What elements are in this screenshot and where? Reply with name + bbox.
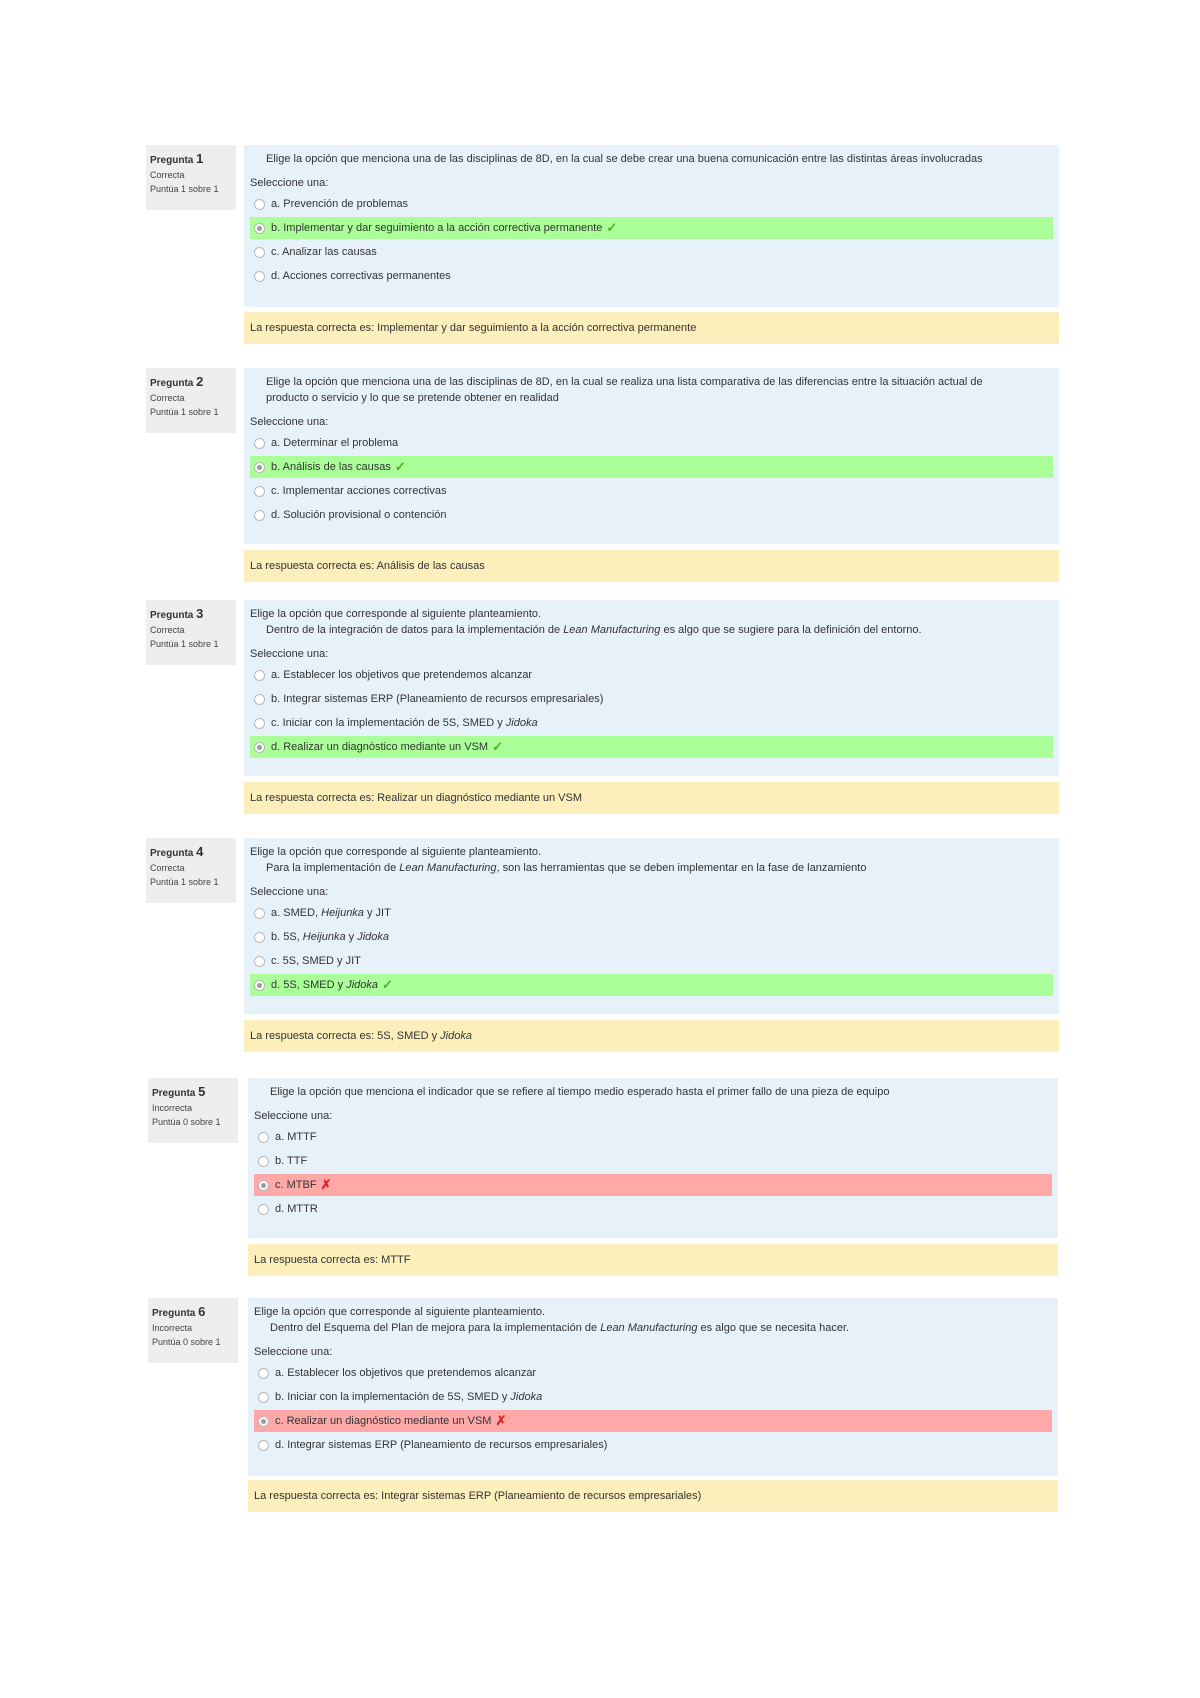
radio-button[interactable]: [258, 1156, 269, 1167]
answer-option-label: a. Determinar el problema: [271, 437, 399, 449]
radio-button[interactable]: [254, 694, 265, 705]
question-text: Elige la opción que corresponde al siguiente planteamiento. Dentro de la integración de datos para la implementación de Lean Manufacturing es algo que se sugiere para la definición del entorno.: [250, 606, 1053, 638]
question-info: [146, 368, 236, 433]
select-prompt: Seleccione una:: [250, 177, 329, 189]
question-info: [146, 838, 236, 903]
answer-option[interactable]: [250, 265, 1053, 287]
answer-option-label: c. Analizar las causas: [271, 246, 377, 258]
radio-button[interactable]: [258, 1440, 269, 1451]
answer-option-label: d. 5S, SMED y Jidoka: [271, 979, 378, 991]
radio-button[interactable]: [254, 223, 265, 234]
answer-option[interactable]: [254, 1150, 1052, 1172]
select-prompt: Seleccione una:: [254, 1110, 333, 1122]
question-label: Pregunta: [152, 1308, 196, 1319]
cross-icon: ✗: [495, 1413, 507, 1428]
right-answer-feedback: La respuesta correcta es: Realizar un diagnóstico mediante un VSM: [244, 782, 1059, 814]
radio-button[interactable]: [254, 438, 265, 449]
answer-option[interactable]: [254, 1386, 1052, 1408]
answer-option[interactable]: [250, 736, 1053, 758]
question-label: Pregunta: [150, 378, 194, 389]
question-formulation: [244, 600, 1059, 776]
radio-button[interactable]: [258, 1180, 269, 1191]
radio-button[interactable]: [258, 1368, 269, 1379]
radio-button[interactable]: [254, 908, 265, 919]
answer-option[interactable]: [254, 1434, 1052, 1456]
radio-button[interactable]: [254, 462, 265, 473]
answer-option-label: b. Análisis de las causas: [271, 461, 391, 473]
question-text-continuation: Dentro del Esquema del Plan de mejora para la implementación de Lean Manufacturing es algo que se necesita hacer.: [270, 1322, 850, 1334]
question-number-value: 3: [196, 606, 204, 621]
question-info: [148, 1078, 238, 1143]
radio-button[interactable]: [254, 247, 265, 258]
answer-option[interactable]: [250, 688, 1053, 710]
answer-option-label: d. Acciones correctivas permanentes: [271, 270, 451, 282]
question-info: [146, 600, 236, 665]
question-text: Elige la opción que corresponde al siguiente planteamiento. Para la implementación de Lean Manufacturing, son las herramientas que se deben implementar en la fase de lanzamiento: [250, 844, 1053, 876]
question-label: Pregunta: [150, 848, 194, 859]
question-formulation: [248, 1078, 1058, 1238]
checkmark-icon: ✓: [606, 220, 618, 235]
radio-button[interactable]: [254, 486, 265, 497]
question-state: Correcta: [150, 393, 185, 403]
answer-option-label: b. 5S, Heijunka y Jidoka: [271, 931, 390, 943]
question-number-value: 4: [196, 844, 204, 859]
radio-button[interactable]: [254, 510, 265, 521]
question-text-continuation: Dentro de la integración de datos para la implementación de Lean Manufacturing es algo que se sugiere para la definición del entorno.: [266, 624, 922, 636]
radio-button[interactable]: [258, 1132, 269, 1143]
answer-option[interactable]: [250, 902, 1053, 924]
radio-button[interactable]: [258, 1416, 269, 1427]
answer-option-label: a. MTTF: [275, 1131, 317, 1143]
answer-option-label: c. 5S, SMED y JIT: [271, 955, 361, 967]
right-answer-feedback: La respuesta correcta es: Análisis de las causas: [244, 550, 1059, 582]
answer-option-label: b. Implementar y dar seguimiento a la acción correctiva permanente: [271, 222, 603, 234]
question-formulation: [248, 1298, 1058, 1476]
right-answer-feedback: La respuesta correcta es: Implementar y dar seguimiento a la acción correctiva permanente: [244, 312, 1059, 344]
answer-option[interactable]: [254, 1362, 1052, 1384]
radio-button[interactable]: [258, 1392, 269, 1403]
question-grade: Puntúa 1 sobre 1: [150, 407, 219, 417]
select-prompt: Seleccione una:: [254, 1346, 333, 1358]
answer-option[interactable]: [250, 217, 1053, 239]
radio-button[interactable]: [258, 1204, 269, 1215]
question-text: Elige la opción que corresponde al siguiente planteamiento. Dentro del Esquema del Plan de mejora para la implementación de Lean Manufacturing es algo que se necesita hacer.: [254, 1304, 1052, 1336]
question-text: Elige la opción que menciona una de las disciplinas de 8D, en la cual se debe crear una buena comunicación entre las distintas áreas involucradas: [266, 153, 983, 165]
question-state: Incorrecta: [152, 1103, 193, 1113]
question-text-continuation: Para la implementación de Lean Manufacturing, son las herramientas que se deben implementar en la fase de lanzamiento: [266, 862, 867, 874]
question-number: [150, 374, 232, 389]
right-answer-feedback: La respuesta correcta es: Integrar sistemas ERP (Planeamiento de recursos empresariales): [248, 1480, 1058, 1512]
answer-option[interactable]: [250, 664, 1053, 686]
radio-button[interactable]: [254, 956, 265, 967]
question-state: Correcta: [150, 863, 185, 873]
select-prompt: Seleccione una:: [250, 416, 329, 428]
question-label: Pregunta: [152, 1088, 196, 1099]
question-number: [150, 844, 232, 859]
question-formulation: [244, 145, 1059, 307]
radio-button[interactable]: [254, 199, 265, 210]
answer-option[interactable]: [250, 193, 1053, 215]
answer-option-label: c. MTBF: [275, 1179, 317, 1191]
question-state: Correcta: [150, 625, 185, 635]
question-label: Pregunta: [150, 610, 194, 621]
question-number-value: 6: [198, 1304, 206, 1319]
answer-option-label: b. Integrar sistemas ERP (Planeamiento de recursos empresariales): [271, 693, 604, 705]
question-grade: Puntúa 0 sobre 1: [152, 1117, 221, 1127]
checkmark-icon: ✓: [492, 739, 503, 754]
question-grade: Puntúa 1 sobre 1: [150, 877, 219, 887]
question-formulation: [244, 368, 1059, 544]
answer-option[interactable]: [250, 712, 1053, 734]
answer-option[interactable]: [250, 480, 1053, 502]
question-state: Incorrecta: [152, 1323, 193, 1333]
answer-option-label: b. Iniciar con la implementación de 5S, SMED y Jidoka: [275, 1391, 543, 1403]
question-number: [150, 606, 232, 621]
answer-option-label: d. Integrar sistemas ERP (Planeamiento de recursos empresariales): [275, 1439, 608, 1451]
checkmark-icon: ✓: [382, 977, 393, 992]
question-info: [146, 145, 236, 210]
question-number: [152, 1084, 234, 1099]
answer-option[interactable]: [254, 1126, 1052, 1148]
answer-option-label: a. Prevención de problemas: [271, 198, 408, 210]
question-grade: Puntúa 1 sobre 1: [150, 184, 219, 194]
answer-option[interactable]: [254, 1198, 1052, 1220]
answer-option-label: a. SMED, Heijunka y JIT: [271, 907, 391, 919]
answer-option-label: d. Realizar un diagnóstico mediante un VSM: [271, 741, 489, 753]
right-answer-feedback: La respuesta correcta es: 5S, SMED y Jidoka: [244, 1020, 1059, 1052]
radio-button[interactable]: [254, 718, 265, 729]
answer-option-label: c. Implementar acciones correctivas: [271, 485, 447, 497]
question-number: [150, 151, 232, 166]
checkmark-icon: ✓: [394, 459, 406, 474]
question-grade: Puntúa 0 sobre 1: [152, 1337, 221, 1347]
question-grade: Puntúa 1 sobre 1: [150, 639, 219, 649]
answer-option-label: a. Establecer los objetivos que pretendemos alcanzar: [275, 1367, 537, 1379]
answer-option[interactable]: [250, 926, 1053, 948]
radio-button[interactable]: [254, 670, 265, 681]
question-text: Elige la opción que menciona el indicador que se refiere al tiempo medio esperado hasta el primer fallo de una pieza de equipo: [270, 1086, 890, 1098]
radio-button[interactable]: [254, 980, 265, 991]
answer-option-label: d. MTTR: [275, 1203, 318, 1215]
answer-option[interactable]: [250, 241, 1053, 263]
answer-option[interactable]: [250, 432, 1053, 454]
answer-option-label: a. Establecer los objetivos que pretendemos alcanzar: [271, 669, 533, 681]
answer-option-label: d. Solución provisional o contención: [271, 509, 447, 521]
answer-option[interactable]: [250, 950, 1053, 972]
answer-option[interactable]: [254, 1410, 1052, 1432]
radio-button[interactable]: [254, 742, 265, 753]
question-number-value: 1: [196, 151, 204, 166]
answer-option[interactable]: [250, 456, 1053, 478]
answer-option-label: c. Iniciar con la implementación de 5S, SMED y Jidoka: [271, 717, 538, 729]
question-state: Correcta: [150, 170, 185, 180]
answer-option[interactable]: [250, 974, 1053, 996]
answer-option[interactable]: [250, 504, 1053, 526]
answer-option[interactable]: [254, 1174, 1052, 1196]
question-number: [152, 1304, 234, 1319]
select-prompt: Seleccione una:: [250, 886, 329, 898]
radio-button[interactable]: [254, 271, 265, 282]
answer-option-label: b. TTF: [275, 1155, 308, 1167]
question-info: [148, 1298, 238, 1363]
question-formulation: [244, 838, 1059, 1014]
question-text-continuation: producto o servicio y lo que se pretende obtener en realidad: [266, 392, 559, 404]
question-label: Pregunta: [150, 155, 194, 166]
question-number-value: 5: [198, 1084, 206, 1099]
right-answer-feedback: La respuesta correcta es: MTTF: [248, 1244, 1058, 1276]
radio-button[interactable]: [254, 932, 265, 943]
cross-icon: ✗: [320, 1177, 332, 1192]
question-number-value: 2: [196, 374, 204, 389]
question-text: Elige la opción que menciona una de las disciplinas de 8D, en la cual se realiza una lista comparativa de las diferencias entre la situación actual de producto o servicio y lo que se pretende obtener en realidad: [250, 374, 1053, 406]
select-prompt: Seleccione una:: [250, 648, 329, 660]
answer-option-label: c. Realizar un diagnóstico mediante un VSM: [275, 1415, 492, 1427]
